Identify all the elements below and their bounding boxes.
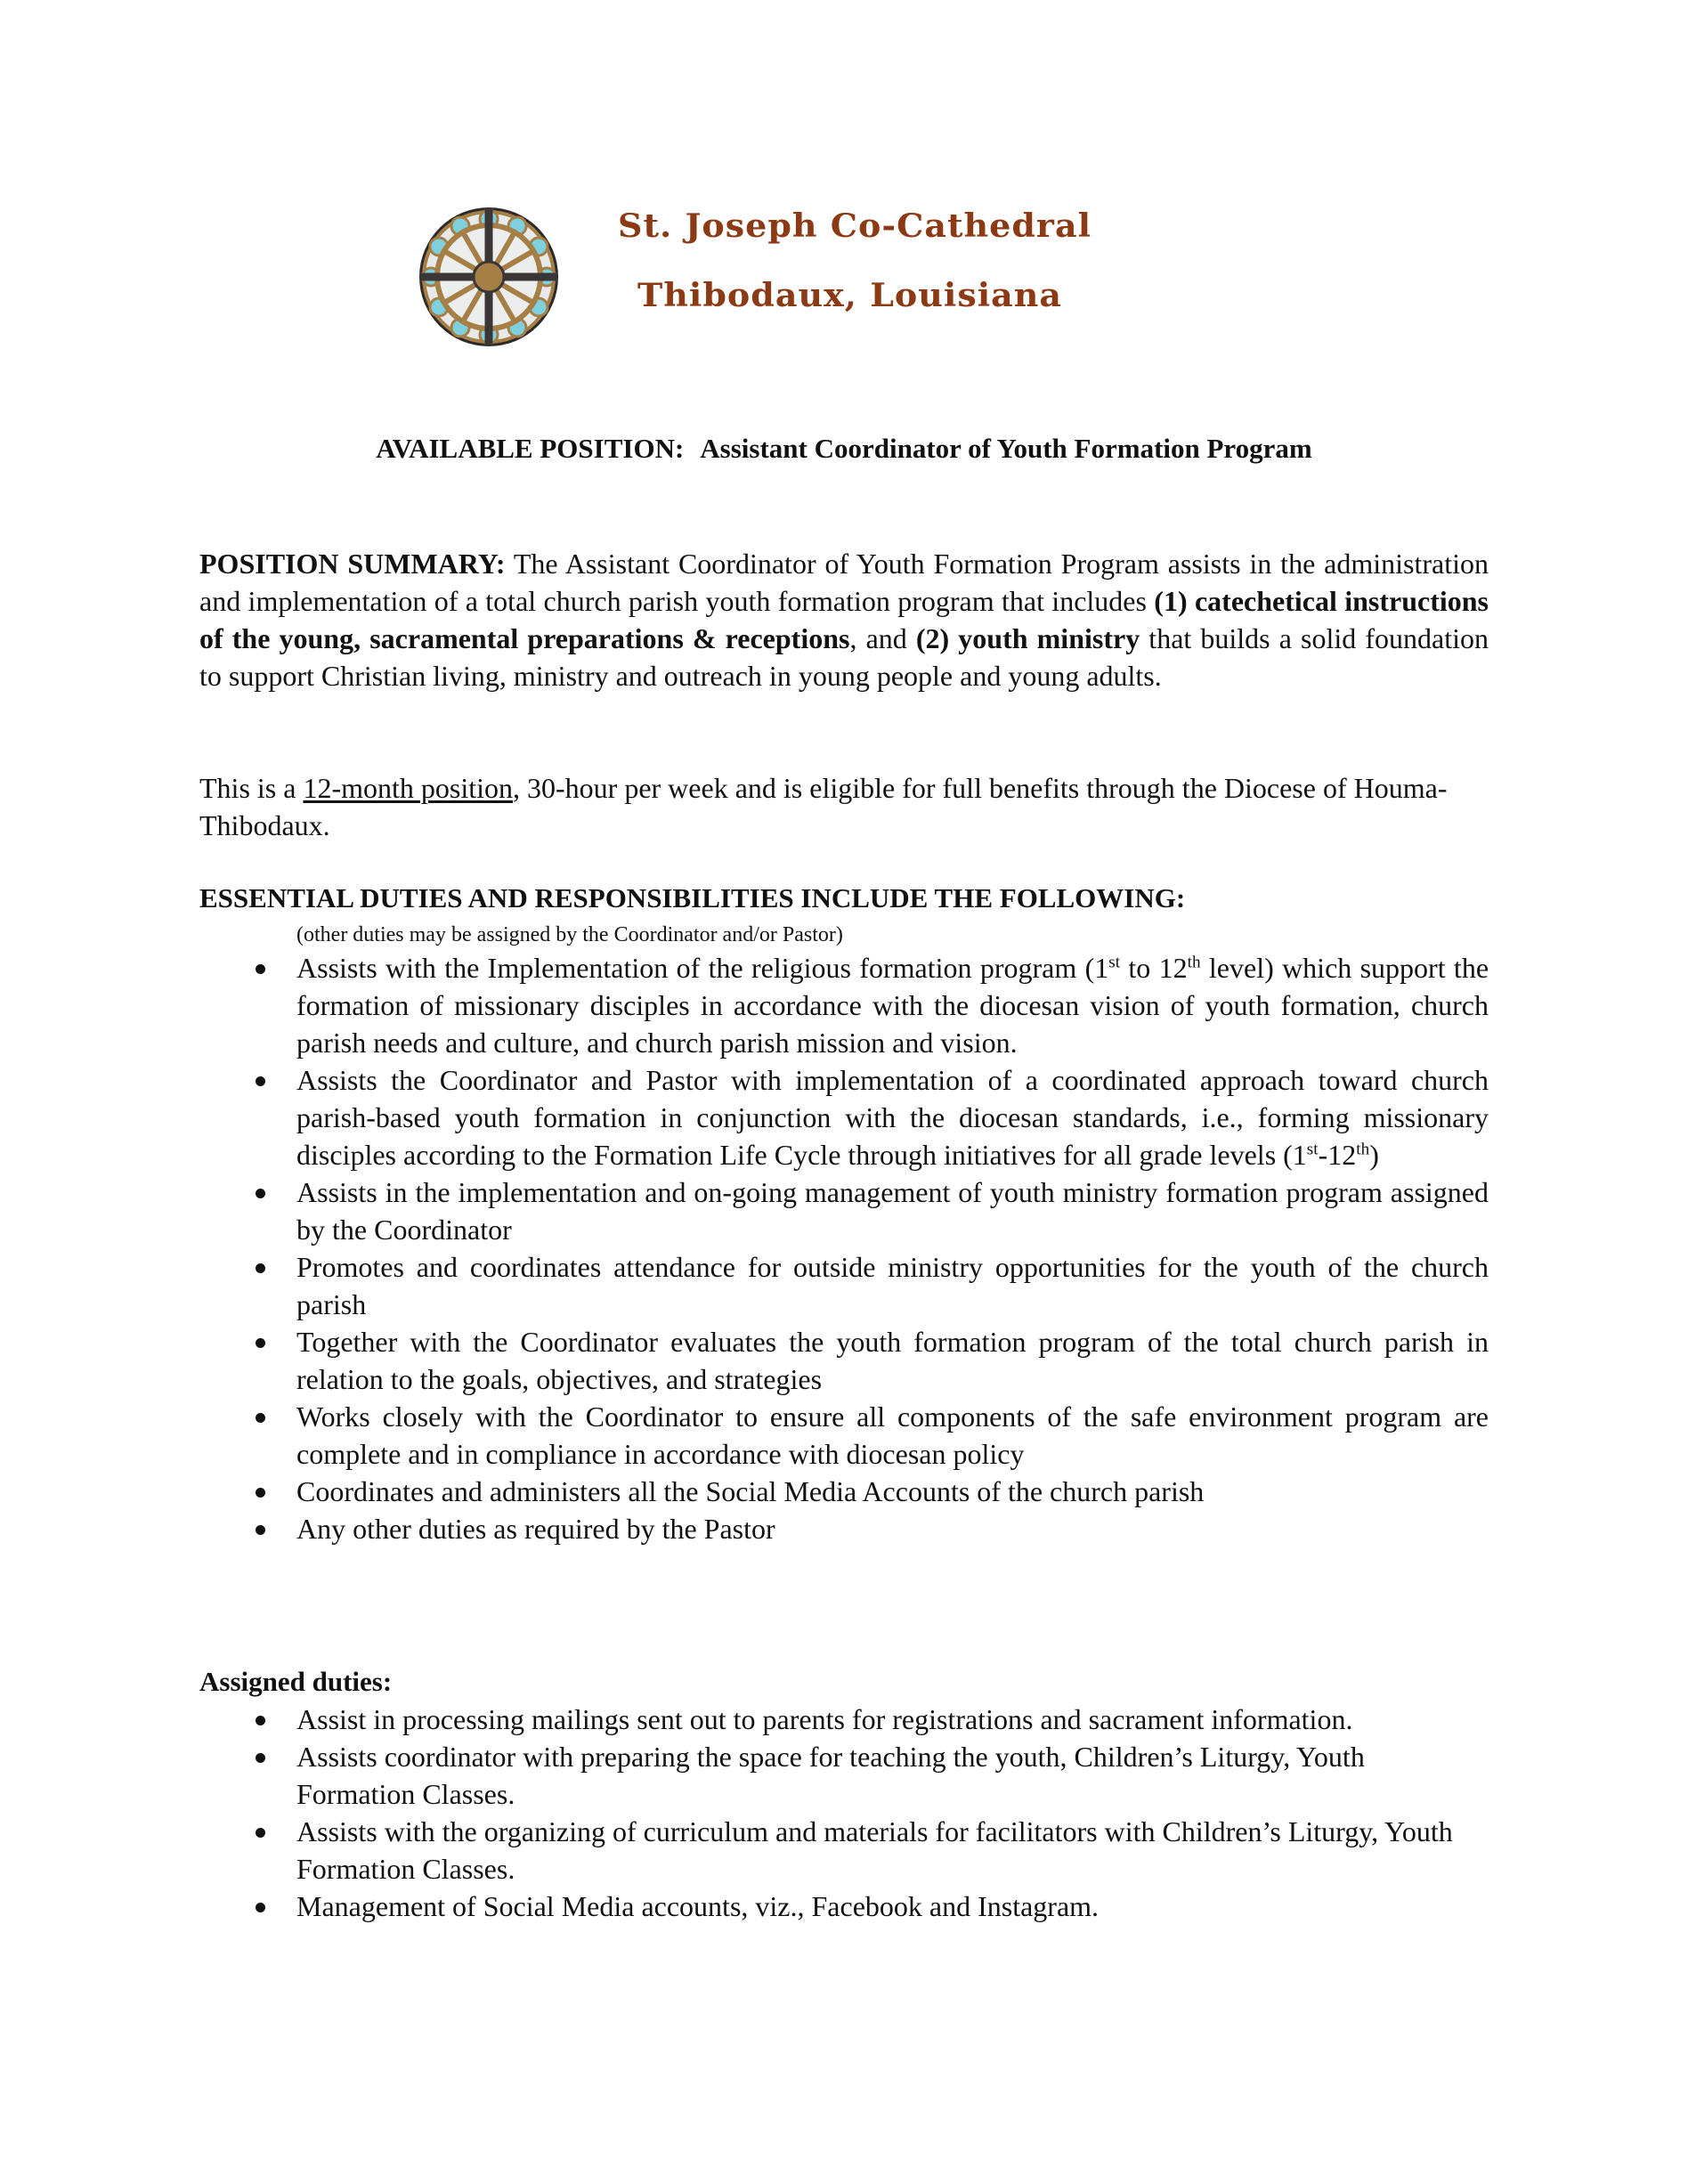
bullet-icon <box>256 964 265 974</box>
org-location: Thibodaux, Louisiana <box>637 276 1063 314</box>
bullet-icon <box>256 1413 265 1423</box>
item-text: Assist in processing mailings sent out to parents for registrations and sacrament information. <box>296 1703 1353 1735</box>
list-item <box>296 1473 1489 1510</box>
summary-text-1: The Assistant Coordinator of Youth Formation Program assists in the administration and implementation of a total church parish youth formation program that includes <box>199 548 1489 617</box>
item-text: Promotes and coordinates attendance for outside ministry opportunities for the youth of the church parish <box>296 1251 1489 1320</box>
summary-text-3: that builds a solid foundation to support Christian living, ministry and outreach in young people and young adults. <box>199 622 1489 692</box>
item-text: Assists with the organizing of curriculum and materials for facilitators with Children’s Liturgy, Youth Formation Classes. <box>296 1815 1453 1885</box>
bullet-icon <box>256 1753 265 1763</box>
item-text: Assists coordinator with preparing the space for teaching the youth, Children’s Liturgy, Youth Formation Classes. <box>296 1741 1365 1810</box>
list-item <box>296 1248 1489 1323</box>
bullet-icon <box>256 1076 265 1086</box>
bullet-icon <box>256 1338 265 1348</box>
item-text: Assists in the implementation and on-going management of youth ministry formation program assigned by the Coordinator <box>296 1176 1489 1246</box>
list-item <box>296 1888 1454 1925</box>
list-item <box>296 1323 1489 1398</box>
superscript: th <box>1187 953 1201 972</box>
employment-terms <box>199 769 1489 844</box>
title-label: AVAILABLE POSITION: <box>376 433 685 464</box>
item-text: Coordinates and administers all the Social Media Accounts of the church parish <box>296 1475 1205 1507</box>
item-text: Together with the Coordinator evaluates the youth formation program of the total church parish in relation to the goals, objectives, and strategies <box>296 1326 1489 1395</box>
position-summary <box>199 545 1489 694</box>
list-item <box>296 1061 1489 1173</box>
item-text: level) which support the formation of missionary disciples in accordance with the diocesan vision of youth formation, church parish needs and culture, and church parish mission and vision. <box>296 952 1489 1059</box>
bullet-icon <box>256 1828 265 1838</box>
bullet-icon <box>256 1263 265 1273</box>
list-item <box>296 1398 1489 1473</box>
item-text: Assists with the Implementation of the religious formation program (1 <box>296 952 1109 984</box>
assigned-duties-list <box>296 1701 1454 1925</box>
item-text: to 12 <box>1120 952 1188 984</box>
list-item <box>296 1173 1489 1248</box>
duties-list <box>296 949 1489 1547</box>
org-name: St. Joseph Co-Cathedral <box>618 207 1092 245</box>
item-text: Assists the Coordinator and Pastor with implementation of a coordinated approach toward church parish-based youth formation in conjunction with the diocesan standards, i.e., forming missionary disciples according to the Formation Life Cycle through initiatives for all grade levels (1 <box>296 1064 1489 1171</box>
bullet-icon <box>256 1488 265 1498</box>
list-item <box>296 1813 1454 1888</box>
item-text: Works closely with the Coordinator to ensure all components of the safe environment program are complete and in compliance in accordance with diocesan policy <box>296 1401 1489 1470</box>
list-item <box>296 1701 1454 1738</box>
summary-bold-1: (1) catechetical instructions of the young, sacramental preparations & receptions <box>199 585 1489 654</box>
assigned-duties-heading: Assigned duties: <box>199 1666 393 1697</box>
duties-heading: ESSENTIAL DUTIES AND RESPONSIBILITIES INCLUDE THE FOLLOWING: <box>199 882 1186 913</box>
terms-prefix: This is a <box>199 772 304 804</box>
summary-text-2: , and <box>849 622 916 654</box>
superscript: st <box>1306 1140 1319 1159</box>
bullet-icon <box>256 1189 265 1198</box>
rose-window-logo-icon <box>417 205 561 349</box>
terms-suffix: , 30-hour per week and is eligible for full benefits through the Diocese of Houma-Thibodaux. <box>199 772 1448 841</box>
title-position: Assistant Coordinator of Youth Formation Program <box>700 433 1312 464</box>
summary-bold-2: (2) youth ministry <box>915 622 1140 654</box>
terms-underlined: 12-month position <box>303 772 513 804</box>
page-title <box>0 431 1688 467</box>
summary-label: POSITION SUMMARY: <box>199 548 506 580</box>
bullet-icon <box>256 1903 265 1912</box>
bullet-icon <box>256 1716 265 1725</box>
item-text: ) <box>1369 1139 1379 1171</box>
superscript: th <box>1356 1140 1370 1159</box>
list-item <box>296 1738 1454 1813</box>
item-text: -12 <box>1318 1139 1357 1171</box>
superscript: st <box>1108 953 1121 972</box>
duties-note: (other duties may be assigned by the Coordinator and/or Pastor) <box>296 923 843 946</box>
list-item <box>296 949 1489 1061</box>
bullet-icon <box>256 1525 265 1535</box>
item-text: Any other duties as required by the Pastor <box>296 1513 775 1545</box>
list-item <box>296 1510 1489 1547</box>
item-text: Management of Social Media accounts, viz., Facebook and Instagram. <box>296 1890 1100 1922</box>
letterhead <box>417 205 1307 356</box>
